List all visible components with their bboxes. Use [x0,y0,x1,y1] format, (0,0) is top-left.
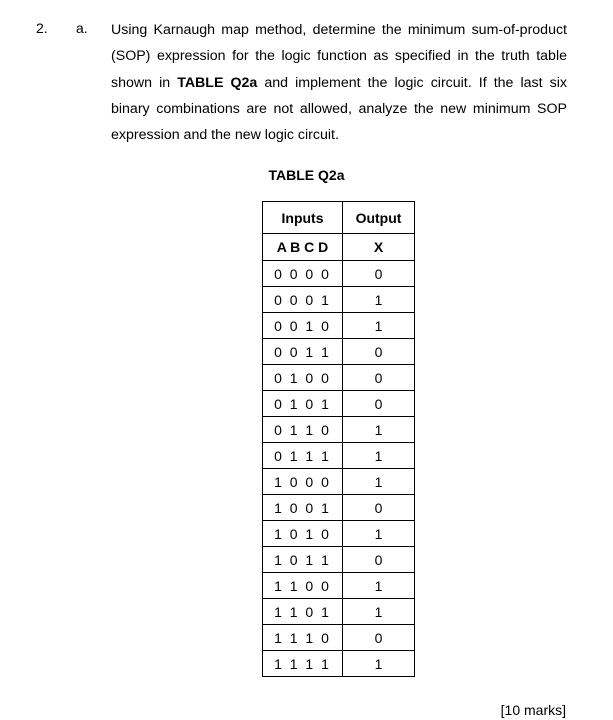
table-row [263,495,415,521]
table-row [263,599,415,625]
question-part-label: a. [76,20,88,36]
table-row [263,287,415,313]
question-text-before: Using Karnaugh map method, determine the minimum sum-of-product (SOP) expression for the logic function as specified in the truth table shown in [111,22,567,91]
output-value: 0 [343,339,415,365]
table-row [263,651,415,677]
input-combination: 0 1 1 0 [263,417,343,443]
output-value: 1 [343,651,415,677]
inputs-header: Inputs [263,202,343,234]
output-value: 0 [343,495,415,521]
table-row [263,521,415,547]
table-row [263,365,415,391]
input-combination: 0 0 1 0 [263,313,343,339]
input-combination: 0 0 0 1 [263,287,343,313]
output-header: Output [343,202,415,234]
input-combination: 0 1 1 1 [263,443,343,469]
input-combination: 1 1 0 1 [263,599,343,625]
table-header-row [263,202,415,234]
input-combination: 1 0 0 1 [263,495,343,521]
input-combination: 1 0 1 1 [263,547,343,573]
input-combination: 0 0 1 1 [263,339,343,365]
output-value: 0 [343,625,415,651]
table-row [263,469,415,495]
question-text-after: and implement the logic circuit. If the last six binary combinations are not allowed, analyze the new minimum SOP expression and the new logic circuit. [111,74,567,144]
output-value: 1 [343,469,415,495]
input-combination: 1 1 1 0 [263,625,343,651]
output-value: 1 [343,521,415,547]
input-combination: 1 1 0 0 [263,573,343,599]
question-text [111,17,567,148]
output-value: 0 [343,391,415,417]
output-value: 1 [343,313,415,339]
output-value: 0 [343,547,415,573]
output-value: 0 [343,365,415,391]
output-value: 0 [343,261,415,287]
input-combination: 0 1 0 0 [263,365,343,391]
question-number: 2. [36,20,48,36]
output-value: 1 [343,443,415,469]
input-combination: 1 1 1 1 [263,651,343,677]
output-variable: X [343,234,415,261]
inputs-variables: A B C D [263,234,343,261]
output-value: 1 [343,417,415,443]
table-row [263,625,415,651]
input-combination: 1 0 0 0 [263,469,343,495]
table-row [263,391,415,417]
table-caption: TABLE Q2a [268,167,345,183]
output-value: 1 [343,573,415,599]
input-combination: 0 1 0 1 [263,391,343,417]
table-row [263,547,415,573]
input-combination: 0 0 0 0 [263,261,343,287]
table-row [263,443,415,469]
table-reference: TABLE Q2a [177,74,258,91]
table-row [263,573,415,599]
input-combination: 1 0 1 0 [263,521,343,547]
truth-table [262,201,415,677]
table-row [263,339,415,365]
table-row [263,417,415,443]
table-subheader-row [263,234,415,261]
table-row [263,261,415,287]
output-value: 1 [343,287,415,313]
table-row [263,313,415,339]
output-value: 1 [343,599,415,625]
marks-label: [10 marks] [500,702,566,718]
